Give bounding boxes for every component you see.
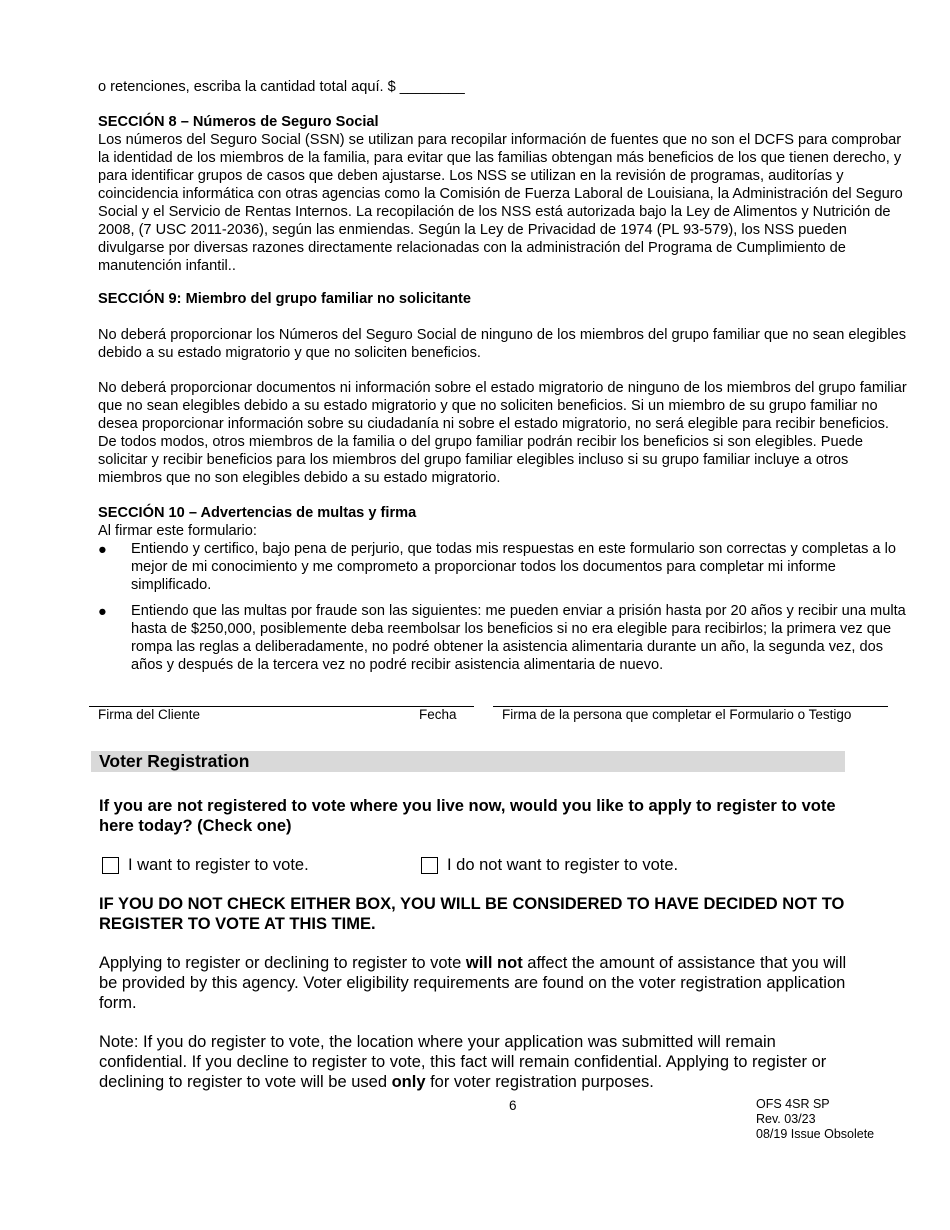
bullet-2-icon: ● bbox=[98, 604, 107, 620]
form-id: OFS 4SR SP bbox=[756, 1097, 830, 1111]
section8-heading: SECCIÓN 8 – Números de Seguro Social bbox=[98, 114, 379, 130]
obsolete-notice: 08/19 Issue Obsolete bbox=[756, 1127, 875, 1141]
register-yes-label: I want to register to vote. bbox=[128, 856, 309, 874]
section9-paragraph-1: No deberá proporcionar los Números del Seguro Social de ninguno de los miembros del grupo familiar que no sean elegibles debido a su estado migratorio y que no soliciten beneficios. bbox=[98, 327, 906, 361]
voter-confidential-note: Note: If you do register to vote, the location where your application was submitted will remain confidential. If you decline to register to vote, this fact will remain confidential. Applying to register or declining to register to vote will be used only for voter registration purposes. bbox=[99, 1033, 827, 1091]
witness-signature-label: Firma de la persona que completar el Formulario o Testigo bbox=[502, 707, 852, 722]
page-number: 6 bbox=[509, 1098, 517, 1113]
voter-registration-title: Voter Registration bbox=[99, 751, 250, 771]
section10-heading: SECCIÓN 10 – Advertencias de multas y firma bbox=[98, 505, 417, 521]
bullet-item-2: Entiendo que las multas por fraude son las siguientes: me pueden enviar a prisión hasta por 20 años y recibir una multa hasta de $250,000, posiblemente deba reembolsar los beneficios si no era elegible para recibirlos; la primera vez que rompa las reglas a deliberadamente, no podré obtener la asistencia alimentaria durante un año, la segunda vez, dos años y después de la tercera vez no podré recibir asistencia alimentaria de nuevo. bbox=[131, 603, 906, 673]
section10-intro: Al firmar este formulario: bbox=[98, 523, 257, 539]
bullet-item-1: Entiendo y certifico, bajo pena de perjurio, que todas mis respuestas en este formulario son correctas y completas a lo mejor de mi conocimiento y me comprometo a proporcionar todos los documentos para completar mi informe simplificado. bbox=[131, 541, 896, 593]
voter-assistance-note: Applying to register or declining to register to vote will not affect the amount of assistance that you will be provided by this agency. Voter eligibility requirements are found on the voter registration application form. bbox=[99, 954, 847, 1012]
bullet-1-icon: ● bbox=[98, 542, 107, 558]
client-signature-label: Firma del Cliente bbox=[98, 707, 201, 722]
section9-paragraph-2: No deberá proporcionar documentos ni información sobre el estado migratorio de ninguno de los miembros del grupo familiar que no sean elegibles debido a su estado migratorio y que no soliciten beneficios. Si un miembro de su grupo familiar no desea proporcionar información sobre su ciudadanía ni sobre el estado migratorio, no será elegible para recibir beneficios. De todos modos, otros miembros de la familia o del grupo familiar podrán recibir los beneficios si son elegibles. Puede solicitar y recibir beneficios para los miembros del grupo familiar elegibles incluso si su grupo familiar incluye a otros miembros que no son elegibles debido a su estado migratorio. bbox=[98, 380, 907, 486]
section9-heading: SECCIÓN 9: Miembro del grupo familiar no solicitante bbox=[98, 291, 472, 307]
voter-question: If you are not registered to vote where you live now, would you like to apply to register to vote here today? (Check one) bbox=[99, 797, 836, 835]
amount-line: o retenciones, escriba la cantidad total aquí. $ ________ bbox=[98, 79, 465, 95]
form-revision: Rev. 03/23 bbox=[756, 1112, 816, 1126]
date-label: Fecha bbox=[419, 707, 457, 722]
register-yes-checkbox[interactable] bbox=[102, 857, 119, 874]
register-no-label: I do not want to register to vote. bbox=[447, 856, 679, 874]
voter-warning: IF YOU DO NOT CHECK EITHER BOX, YOU WILL BE CONSIDERED TO HAVE DECIDED NOT TO REGISTER TO VOTE AT THIS TIME. bbox=[99, 895, 845, 933]
section8-body: Los números del Seguro Social (SSN) se utilizan para recopilar información de fuentes que no son el DCFS para comprobar la identidad de los miembros de la familia, para evitar que las familias obtengan más beneficios de los que tienen derecho, y para identificar grupos de casos que deben ajustarse. Los NSS se utilizan en la revisión de programas, auditorías y coincidencia informática con otras agencias como la Comisión de Fuerza Laboral de Louisiana, la Administración del Seguro Social y el Servicio de Rentas Internos. La recopilación de los NSS está autorizada bajo la Ley de Alimentos y Nutrición de 2008, (7 USC 2011-2036), según las enmiendas. Según la Ley de Privacidad de 1974 (PL 93-579), los NSS pueden divulgarse por diversas razones directamente relacionadas con la administración del Programa de Cumplimiento de manutención infantil.. bbox=[98, 132, 903, 274]
register-no-checkbox[interactable] bbox=[421, 857, 438, 874]
